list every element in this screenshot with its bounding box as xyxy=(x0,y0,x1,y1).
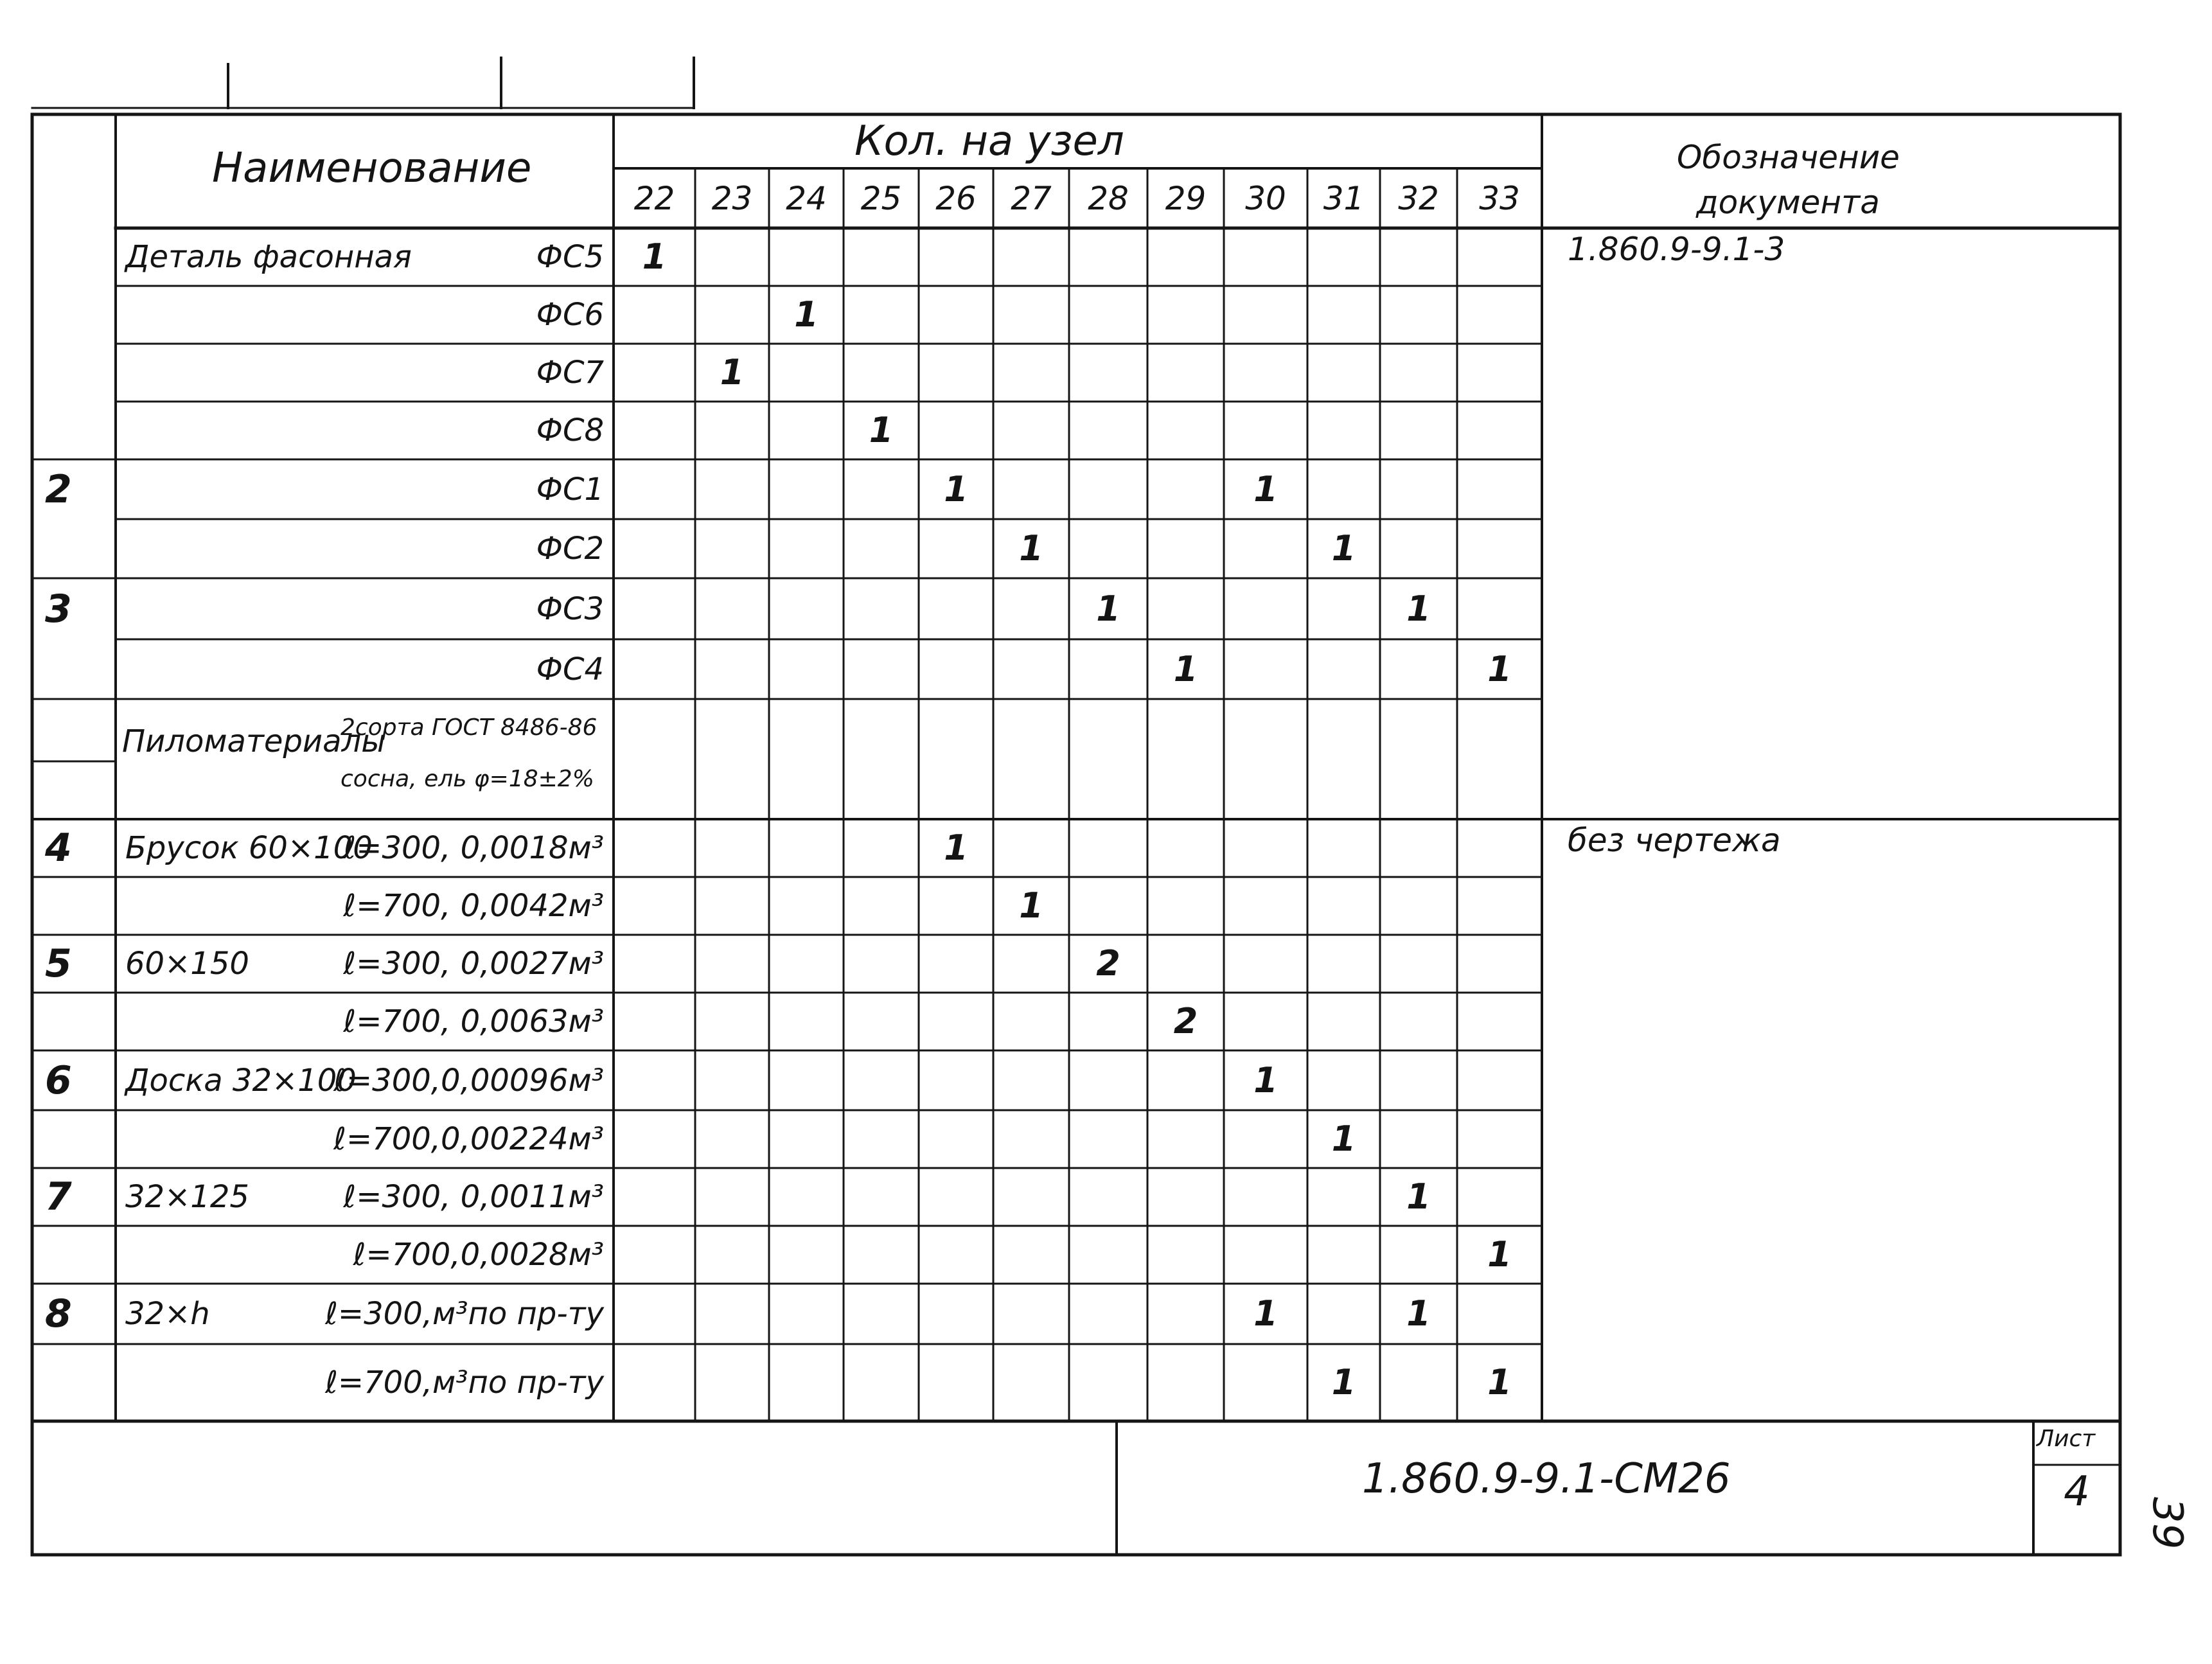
lumber-spec: 2сорта ГОСТ 8486-86 xyxy=(341,714,597,741)
quantity-cell: 2 xyxy=(1173,1001,1198,1041)
item-spec: ФС5 xyxy=(536,239,604,275)
item-name: Деталь фасонная xyxy=(125,239,412,275)
item-spec: ФС3 xyxy=(536,590,604,627)
item-spec: ФС6 xyxy=(536,297,604,333)
item-spec: ФС8 xyxy=(536,412,604,448)
node-number-header: 25 xyxy=(860,179,902,217)
document-designation: 1.860.9-9.1-3 xyxy=(1568,231,1785,268)
quantity-cell: 1 xyxy=(1096,588,1120,629)
node-number-header: 31 xyxy=(1323,179,1365,217)
node-number-header: 30 xyxy=(1245,179,1286,217)
position-number: 6 xyxy=(45,1058,72,1103)
quantity-cell: 1 xyxy=(1406,588,1431,629)
quantity-cell: 1 xyxy=(794,294,818,335)
quantity-cell: 1 xyxy=(1173,648,1198,689)
lumber-label: Пиломатериалы xyxy=(122,723,386,759)
item-name: 60×150 xyxy=(125,946,249,982)
quantity-cell: 1 xyxy=(1253,468,1278,509)
quantity-cell: 1 xyxy=(720,352,745,393)
node-number-header: 23 xyxy=(711,179,753,217)
doc-column-header: документа xyxy=(1696,184,1880,221)
item-spec: ℓ=700,0,00224м³ xyxy=(333,1121,604,1157)
node-number-header: 27 xyxy=(1011,179,1052,217)
quantity-cell: 1 xyxy=(1019,528,1043,569)
item-spec: ФС1 xyxy=(536,471,604,508)
position-number: 8 xyxy=(45,1291,72,1336)
node-number-header: 32 xyxy=(1398,179,1439,217)
quantity-cell: 1 xyxy=(1019,885,1043,926)
quantity-cell: 1 xyxy=(1331,528,1356,569)
item-spec: ℓ=300,0,00096м³ xyxy=(333,1062,604,1099)
item-spec: ℓ=300, 0,0027м³ xyxy=(343,946,604,982)
quantity-cell: 1 xyxy=(642,236,667,277)
quantity-cell: 2 xyxy=(1096,943,1120,984)
item-spec: ℓ=300,м³по пр-ту xyxy=(325,1296,604,1332)
quantity-cell: 1 xyxy=(1253,1059,1278,1101)
lumber-spec: сосна, ель φ=18±2% xyxy=(341,766,594,792)
node-number-header: 24 xyxy=(786,179,827,217)
item-spec: ℓ=300, 0,0011м³ xyxy=(343,1179,604,1215)
item-name: Доска 32×100 xyxy=(125,1062,357,1099)
quantity-cell: 1 xyxy=(944,468,968,509)
item-spec: ℓ=700,м³по пр-ту xyxy=(325,1365,604,1401)
quantity-cell: 1 xyxy=(869,410,894,450)
document-designation: без чертежа xyxy=(1568,822,1781,859)
position-number: 5 xyxy=(45,941,72,986)
quantity-cell: 1 xyxy=(1406,1176,1431,1217)
item-spec: ℓ=700, 0,0063м³ xyxy=(343,1004,604,1040)
item-spec: ФС4 xyxy=(536,651,604,687)
position-number: 3 xyxy=(45,586,72,632)
position-number: 7 xyxy=(45,1174,72,1219)
position-number: 4 xyxy=(45,826,72,871)
drawing-designation: 1.860.9-9.1-СМ26 xyxy=(1362,1455,1731,1503)
item-spec: ФС7 xyxy=(536,355,604,391)
position-number: 2 xyxy=(45,466,72,512)
item-spec: ℓ=700,0,0028м³ xyxy=(353,1237,604,1273)
quantity-cell: 1 xyxy=(1487,1234,1512,1275)
quantity-cell: 1 xyxy=(1331,1119,1356,1159)
node-number-header: 29 xyxy=(1165,179,1207,217)
quantity-cell: 1 xyxy=(1487,1362,1512,1403)
sheet-number: 4 xyxy=(2064,1468,2090,1516)
quantity-cell: 1 xyxy=(1253,1293,1278,1334)
node-number-header: 22 xyxy=(633,179,675,217)
item-name: 32×125 xyxy=(125,1179,249,1215)
item-spec: ℓ=300, 0,0018м³ xyxy=(343,830,604,866)
item-name: 32×h xyxy=(125,1296,210,1332)
sheet-label: Лист xyxy=(2037,1426,2096,1452)
quantity-cell: 1 xyxy=(1487,648,1512,689)
name-column-header: Наименование xyxy=(212,145,532,192)
doc-column-header: Обозначение xyxy=(1677,139,1900,176)
node-number-header: 28 xyxy=(1088,179,1129,217)
quantity-cell: 1 xyxy=(1406,1293,1431,1334)
qty-group-header: Кол. на узел xyxy=(854,118,1124,165)
quantity-cell: 1 xyxy=(944,828,968,868)
node-number-header: 33 xyxy=(1479,179,1520,217)
quantity-cell: 1 xyxy=(1331,1362,1356,1403)
page-number: 39 xyxy=(2143,1497,2191,1550)
node-number-header: 26 xyxy=(935,179,977,217)
item-spec: ℓ=700, 0,0042м³ xyxy=(343,888,604,924)
item-spec: ФС2 xyxy=(536,531,604,567)
item-name: Брусок 60×100 xyxy=(125,830,373,866)
